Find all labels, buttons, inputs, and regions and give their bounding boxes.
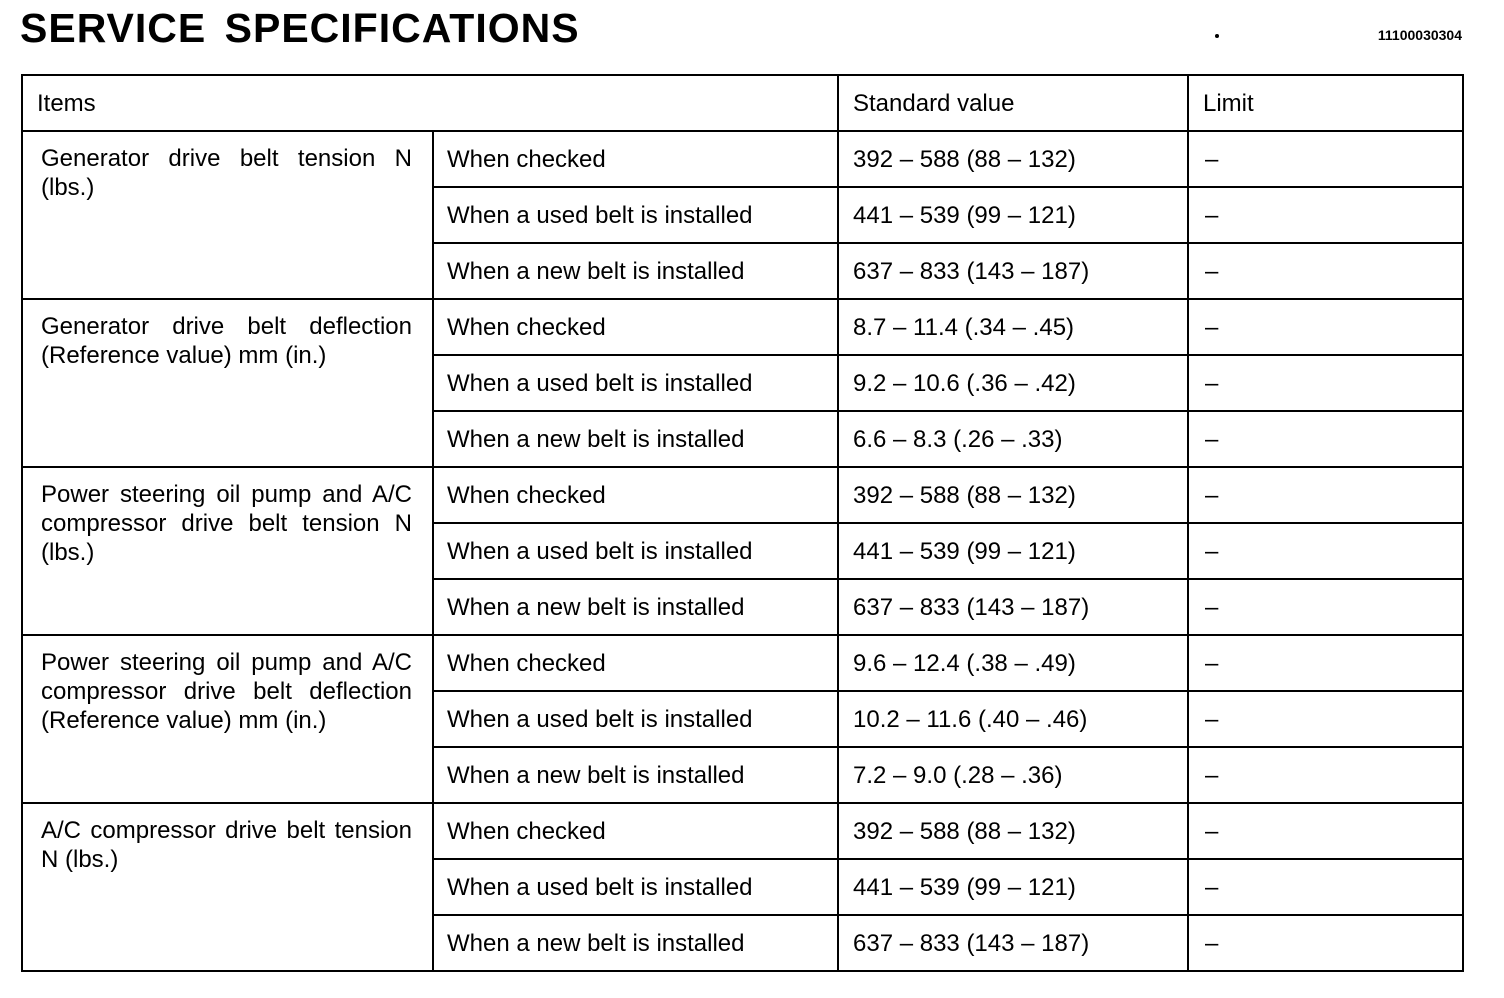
item-cell: A/C compressor drive belt tension N (lbs.)	[22, 803, 433, 971]
standard-value-cell: 10.2 – 11.6 (.40 – .46)	[838, 691, 1188, 747]
document-code: 11100030304	[1377, 27, 1462, 43]
limit-cell: –	[1188, 803, 1463, 859]
condition-cell: When a used belt is installed	[433, 355, 838, 411]
limit-cell: –	[1188, 691, 1463, 747]
condition-cell: When a used belt is installed	[433, 187, 838, 243]
item-cell: Generator drive belt tension N (lbs.)	[22, 131, 433, 299]
table-header-row	[22, 75, 1463, 131]
standard-value-cell: 441 – 539 (99 – 121)	[838, 187, 1188, 243]
condition-cell: When a used belt is installed	[433, 523, 838, 579]
table-row	[22, 299, 1463, 355]
condition-cell: When a used belt is installed	[433, 691, 838, 747]
column-header-limit: Limit	[1188, 75, 1463, 131]
limit-cell: –	[1188, 131, 1463, 187]
standard-value-cell: 637 – 833 (143 – 187)	[838, 243, 1188, 299]
standard-value-cell: 637 – 833 (143 – 187)	[838, 915, 1188, 971]
standard-value-cell: 8.7 – 11.4 (.34 – .45)	[838, 299, 1188, 355]
limit-cell: –	[1188, 915, 1463, 971]
limit-cell: –	[1188, 411, 1463, 467]
item-cell: Power steering oil pump and A/C compressor drive belt deflection (Reference value) mm (in.)	[22, 635, 433, 803]
condition-cell: When a new belt is installed	[433, 747, 838, 803]
item-cell: Power steering oil pump and A/C compressor drive belt tension N (lbs.)	[22, 467, 433, 635]
condition-cell: When a new belt is installed	[433, 243, 838, 299]
limit-cell: –	[1188, 355, 1463, 411]
standard-value-cell: 637 – 833 (143 – 187)	[838, 579, 1188, 635]
condition-cell: When a used belt is installed	[433, 859, 838, 915]
condition-cell: When checked	[433, 299, 838, 355]
standard-value-cell: 9.6 – 12.4 (.38 – .49)	[838, 635, 1188, 691]
limit-cell: –	[1188, 243, 1463, 299]
condition-cell: When checked	[433, 803, 838, 859]
limit-cell: –	[1188, 467, 1463, 523]
item-cell: Generator drive belt deflection (Reference value) mm (in.)	[22, 299, 433, 467]
standard-value-cell: 6.6 – 8.3 (.26 – .33)	[838, 411, 1188, 467]
condition-cell: When a new belt is installed	[433, 411, 838, 467]
limit-cell: –	[1188, 635, 1463, 691]
table-row	[22, 635, 1463, 691]
condition-cell: When checked	[433, 131, 838, 187]
standard-value-cell: 7.2 – 9.0 (.28 – .36)	[838, 747, 1188, 803]
page-title: SERVICE SPECIFICATIONS	[20, 5, 580, 51]
condition-cell: When a new belt is installed	[433, 579, 838, 635]
table-row	[22, 803, 1463, 859]
limit-cell: –	[1188, 747, 1463, 803]
condition-cell: When checked	[433, 635, 838, 691]
standard-value-cell: 392 – 588 (88 – 132)	[838, 803, 1188, 859]
limit-cell: –	[1188, 187, 1463, 243]
standard-value-cell: 392 – 588 (88 – 132)	[838, 467, 1188, 523]
column-header-items: Items	[22, 75, 838, 131]
standard-value-cell: 9.2 – 10.6 (.36 – .42)	[838, 355, 1188, 411]
limit-cell: –	[1188, 579, 1463, 635]
column-header-standard-value: Standard value	[838, 75, 1188, 131]
limit-cell: –	[1188, 299, 1463, 355]
table-row	[22, 131, 1463, 187]
standard-value-cell: 392 – 588 (88 – 132)	[838, 131, 1188, 187]
limit-cell: –	[1188, 859, 1463, 915]
condition-cell: When a new belt is installed	[433, 915, 838, 971]
standard-value-cell: 441 – 539 (99 – 121)	[838, 859, 1188, 915]
condition-cell: When checked	[433, 467, 838, 523]
standard-value-cell: 441 – 539 (99 – 121)	[838, 523, 1188, 579]
limit-cell: –	[1188, 523, 1463, 579]
scan-speck	[1215, 34, 1219, 38]
table-row	[22, 467, 1463, 523]
service-specifications-table	[21, 74, 1464, 972]
